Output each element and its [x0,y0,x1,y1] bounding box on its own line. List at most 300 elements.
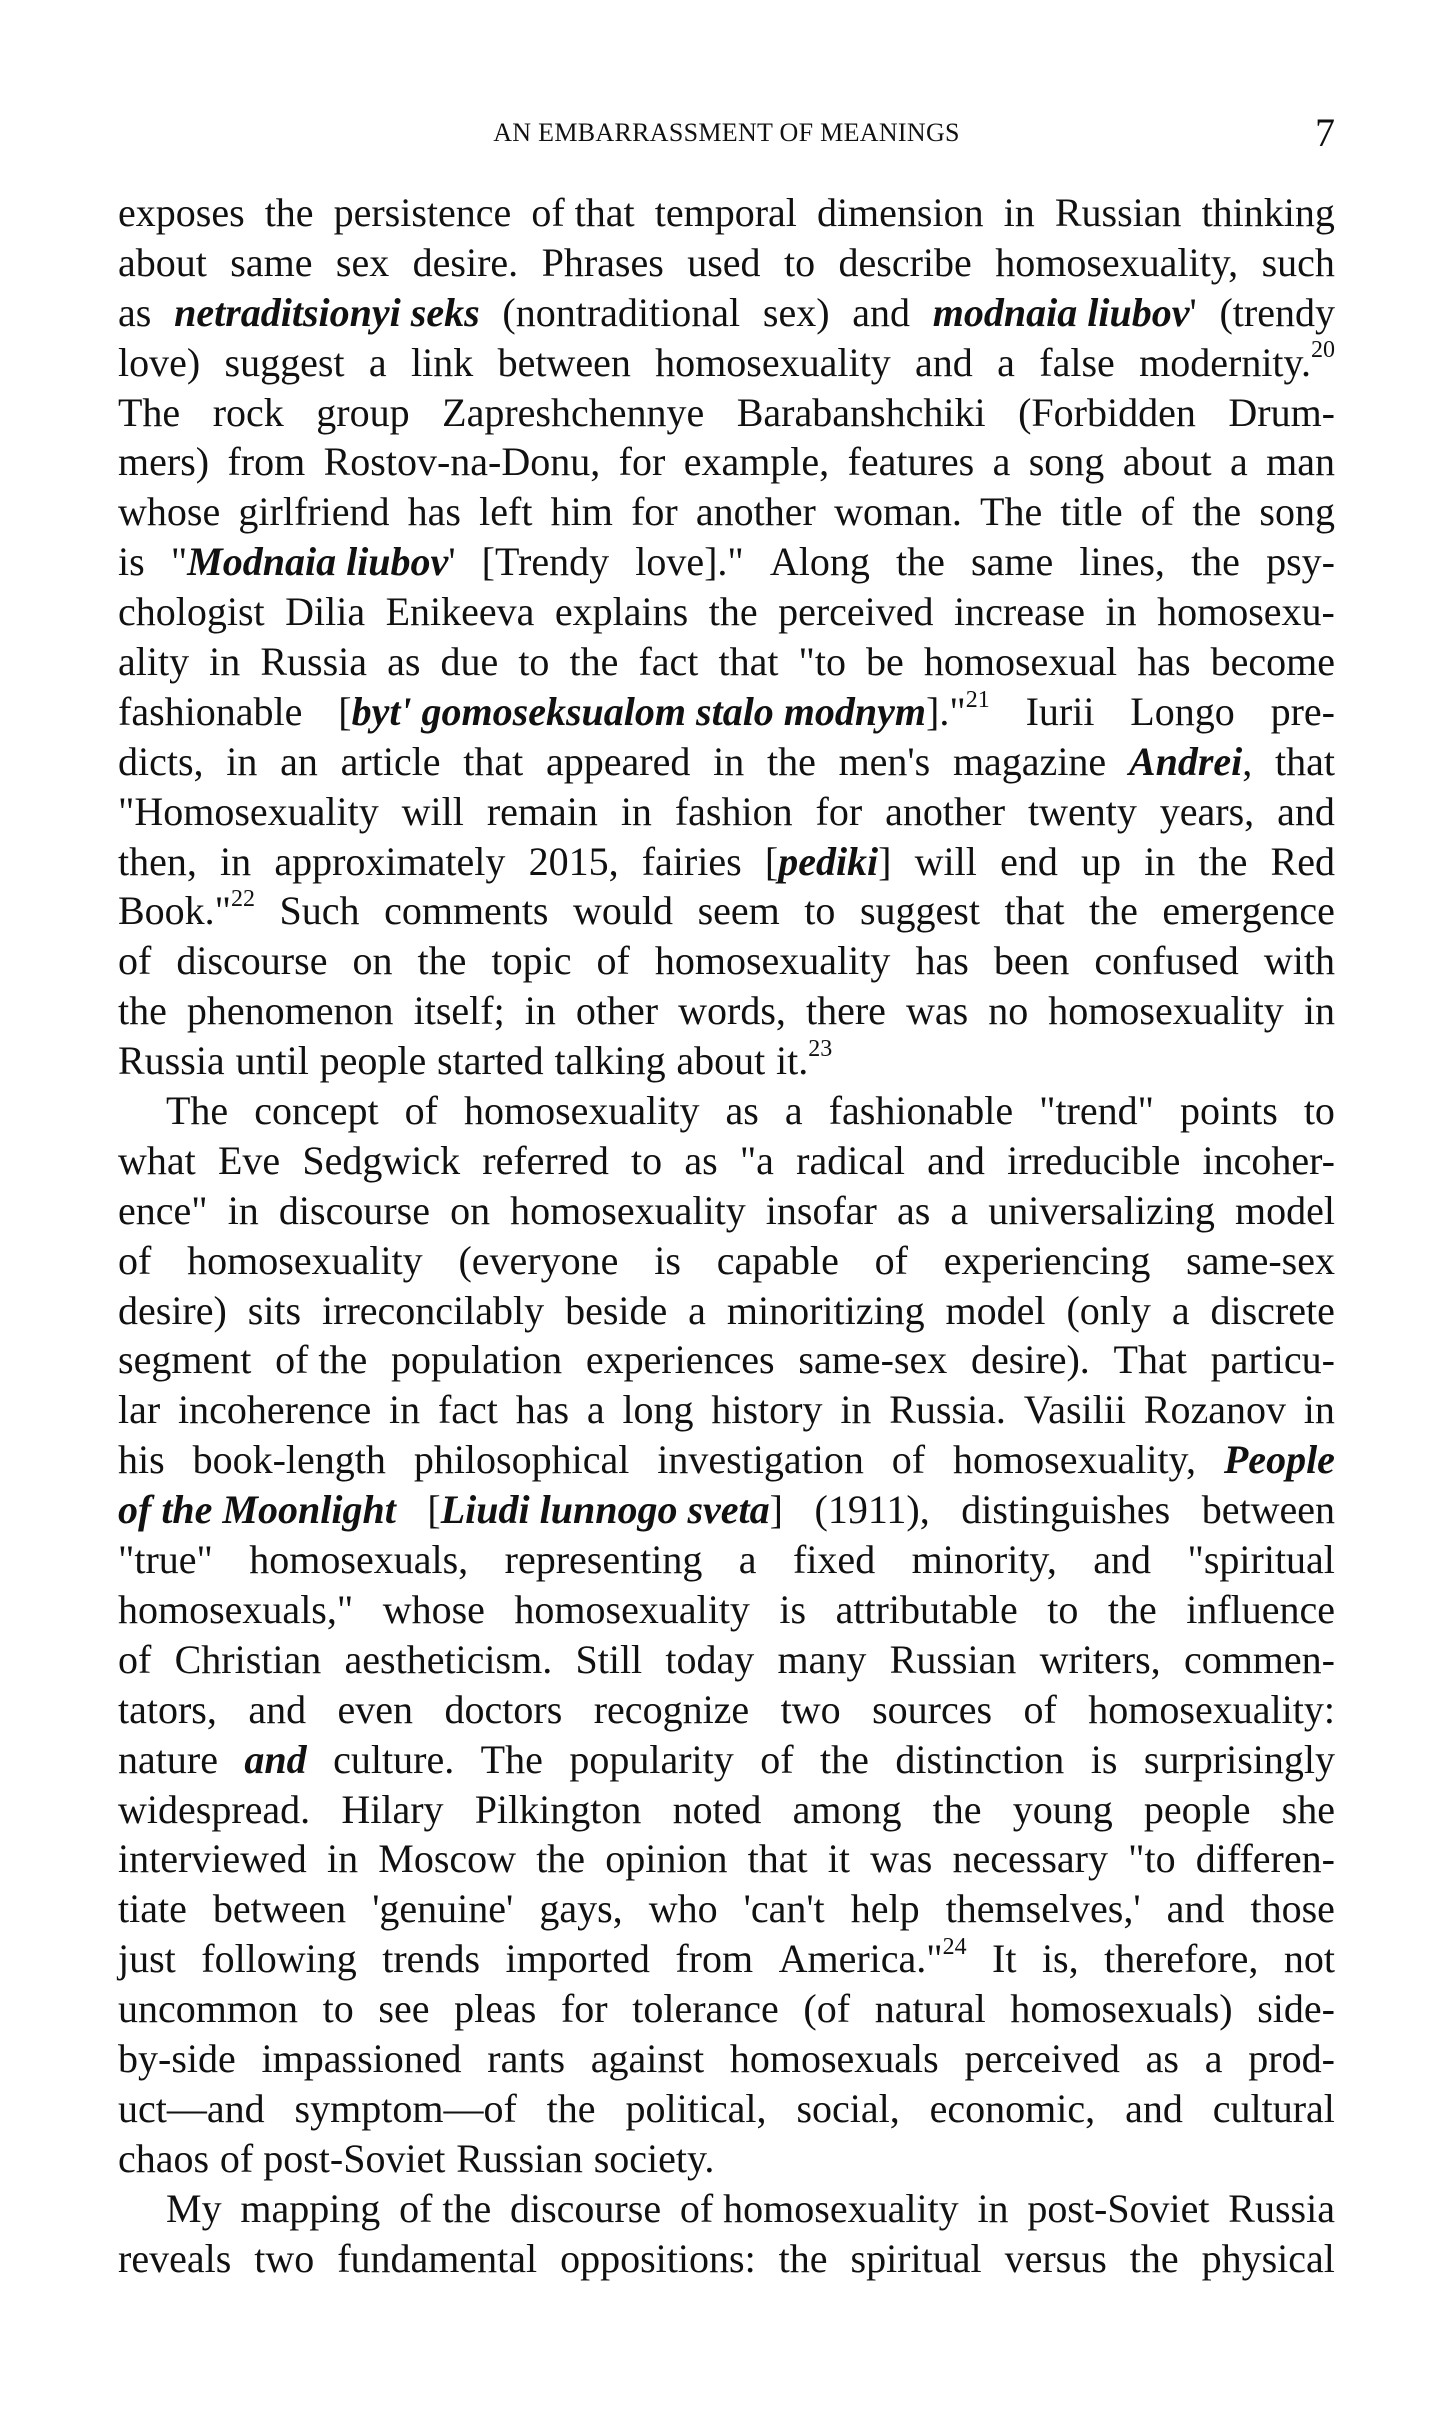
word: trends [382,1936,481,1982]
text-line [118,1286,1335,1336]
word: aestheticism. [344,1636,553,1682]
word: for [815,788,863,834]
word: thinking [1201,190,1335,235]
text-line [118,1086,1335,1136]
word: in [977,2185,1009,2231]
word: prod- [1248,2035,1335,2081]
word: the [932,1786,982,1832]
word: fundamental [337,2235,538,2281]
word: discourse [278,1187,430,1233]
word: attributable [835,1586,1018,1632]
word: economic, [929,2085,1096,2131]
word: surprisingly [1143,1736,1335,1782]
text-line [118,986,1335,1036]
word: in [220,838,252,884]
word: up [1081,838,1122,884]
word: Such [279,888,360,934]
word: modernity.$^{20}$ [1139,337,1335,385]
word: same [230,239,313,285]
word: "Modnaia liubov' [170,539,456,585]
word: a [586,1387,605,1433]
word: end [1000,838,1058,884]
word: Sedgwick [302,1137,461,1183]
word: Longo [1130,688,1235,734]
word: desire). [970,1337,1090,1383]
word: homosexuality [655,339,891,385]
page-number: 7 [1315,110,1335,155]
word: concept [254,1088,379,1134]
word: Still [575,1636,643,1682]
text-line [118,338,1335,388]
word: become [1210,639,1335,685]
word: among [792,1786,902,1832]
word: social, [796,2085,900,2131]
word: in [389,1387,421,1433]
word: radical [796,1137,905,1183]
word: culture. [333,1736,455,1782]
word: cultural [1212,2085,1335,2131]
text-line [118,1635,1335,1685]
word: gays, [539,1886,623,1932]
word: as [387,639,421,685]
word: mapping [240,2185,381,2231]
word: in [713,738,745,784]
text-line [118,2184,1335,2234]
word: rock [212,389,284,435]
word: perceived [778,589,934,635]
text-line [118,1785,1335,1835]
word: of [404,1088,438,1134]
word: in [524,988,556,1034]
word: of [874,1237,908,1283]
word: the [896,539,945,585]
text-line [118,936,1335,986]
word: Russian [1054,190,1182,235]
word: that [463,738,524,784]
word: song [1259,489,1335,535]
word: irreconcilably [322,1287,545,1333]
word: doctors [444,1686,563,1732]
word: minoritizing [726,1287,925,1333]
word: history [711,1387,823,1433]
word: spiritual [850,2235,982,2281]
word: Rozanov [1143,1387,1286,1433]
word: as [896,1187,931,1233]
word: him [550,489,613,535]
word: distinction [895,1736,1065,1782]
word: homosexuals [729,2035,939,2081]
word: ence" [118,1187,208,1233]
word: homosexuals, [249,1537,469,1583]
word: differen- [1195,1836,1335,1882]
word: widespread. [118,1786,311,1832]
word: a [368,339,387,385]
word: segment [118,1337,252,1383]
word: uct—and [118,2085,265,2131]
word: not [1283,1936,1335,1982]
word: particu- [1210,1337,1335,1383]
word: Along [769,539,870,585]
word: in [1003,190,1035,235]
word: discourse [510,2185,662,2231]
word: the [1191,539,1240,585]
word: tators, [118,1686,217,1732]
text-line [118,1585,1335,1635]
text-line [118,1984,1335,2034]
word: Vasilii [1023,1387,1126,1433]
word: approximately [274,838,506,884]
word: Russia. [889,1387,1006,1433]
word: such [1261,239,1335,285]
word: of the Moonlight [118,1487,396,1533]
word: remain [486,788,598,834]
word: 'can't [743,1886,825,1932]
word: Eve [217,1137,281,1183]
word: homosexuality [187,1237,423,1283]
word: would [573,888,674,934]
word: homosexual [923,639,1118,685]
word: two [780,1686,841,1732]
word: phenomenon [186,988,394,1034]
word: That [1113,1337,1187,1383]
word: 'genuine' [372,1886,514,1932]
word: was [905,988,969,1034]
word: The [480,1736,543,1782]
word: is [1090,1736,1118,1782]
word: modnaia liubov' [932,289,1197,335]
word: be [866,639,904,685]
word: to [631,1137,663,1183]
word: following [201,1936,357,1982]
word: of [118,938,152,984]
word: symptom—of [294,2085,517,2131]
word: suggest [224,339,345,385]
word: (nontraditional [502,289,741,335]
word: of [891,1437,926,1483]
word: [pediki] [764,838,892,884]
word: Drum- [1228,389,1335,435]
word: homosexuality: [1088,1686,1335,1732]
word: of [596,938,630,984]
word: itself; [413,988,505,1034]
word: as [1145,2035,1179,2081]
word: as [684,1137,718,1183]
word: that [747,1836,808,1882]
word: "trend" [1039,1088,1154,1134]
word: oppositions: [560,2235,756,2281]
word: until [235,1038,309,1084]
word: an [280,738,318,784]
word: two [254,2235,315,2281]
word: homosexuality [463,1088,700,1134]
word: another [695,489,816,535]
word: just [118,1936,176,1982]
word: the [569,639,619,685]
word: today [665,1636,755,1682]
word: fixed [793,1537,876,1583]
word: of [760,1736,794,1782]
word: and [852,289,911,335]
word: against [590,2035,705,2081]
word: The [980,489,1043,535]
word: Rostov-na-Donu, [323,439,601,485]
word: fashionable [828,1088,1014,1134]
word: fact [638,639,699,685]
word: about [676,1038,766,1084]
word: homosexuals," [118,1586,354,1632]
word: confused [1094,938,1239,984]
word: of the [399,2185,492,2231]
word: (1911), [814,1487,930,1533]
word: therefore, [1104,1936,1259,1982]
footnote-marker: 22 [231,886,256,913]
word: (only [1066,1287,1151,1333]
text-line [118,1485,1335,1535]
word: and [244,1736,307,1782]
word: insofar [765,1187,877,1233]
text-line [118,1186,1335,1236]
running-head [118,110,1335,155]
text-line [118,1685,1335,1735]
word: increase [954,589,1086,635]
word: help [850,1886,920,1932]
word: has [915,938,969,984]
word: in [227,1187,259,1233]
word: (Forbidden [1018,389,1196,435]
word: The [166,1088,229,1134]
word: noted [672,1786,762,1832]
word: "Homosexuality [118,788,379,834]
word: example, [683,439,830,485]
word: to [1303,1088,1335,1134]
word: link [410,339,474,385]
word: Andrei, [1128,738,1253,784]
text-line [118,1934,1335,1984]
word: writers, [1039,1636,1161,1682]
word: then, [118,838,197,884]
word: many [777,1636,867,1682]
word: false [1039,339,1115,385]
word: uncommon [118,1986,298,2032]
word: for [631,489,678,535]
word: the [778,2235,828,2281]
footnote-marker: 24 [942,1933,967,1960]
word: and [248,1686,307,1732]
word: pleas [454,1986,537,2032]
word: by-side [118,2035,236,2081]
word: mers) [118,439,210,485]
word: side- [1257,1986,1335,2032]
word: rants [487,2035,566,2081]
word: his [118,1437,165,1483]
word: sex) [762,289,830,335]
word: has [1137,639,1191,685]
word: from [227,439,306,485]
word: homosexuality, [995,239,1239,285]
running-title: AN EMBARRASSMENT OF MEANINGS [493,118,960,147]
word: whose [118,489,221,535]
text-line [118,1884,1335,1934]
word: temporal [654,190,797,235]
word: Russia [260,639,368,685]
word: what [118,1137,196,1183]
word: persistence [333,190,512,235]
word: the [536,1836,586,1882]
word: the [1192,489,1242,535]
word: in [620,788,652,834]
word: minority, [911,1537,1057,1583]
word: and [1277,788,1335,834]
word: a [997,339,1015,385]
word: on [352,938,393,984]
word: ality [118,639,190,685]
word: young [1012,1786,1113,1832]
footnote-marker: 21 [965,686,990,713]
word: people [1143,1786,1251,1832]
word: no [988,988,1029,1034]
word: chaos [118,2135,210,2181]
word: of homosexuality [679,2185,959,2231]
word: dicts, [118,738,204,784]
word: appeared [546,738,691,784]
word: words, [678,988,786,1034]
word: with [1263,938,1335,984]
word: in [1144,838,1176,884]
word: men's [838,738,931,784]
text-line [118,2034,1335,2084]
text-line [118,587,1335,637]
word: lar [118,1387,161,1433]
word: homosexuality, [953,1437,1196,1483]
word: the [708,589,758,635]
text-line [118,2134,1335,2184]
word: referred [482,1137,609,1183]
word: twenty [1027,788,1137,834]
word: homosexuals) [1010,1986,1233,2032]
word: Hilary [341,1786,444,1832]
word: influence [1186,1586,1335,1632]
word: even [337,1686,414,1732]
word: "to [1128,1836,1176,1882]
word: suggest [859,888,980,934]
word: in [840,1387,872,1433]
text-line [118,437,1335,487]
text-line [118,238,1335,288]
word: exposes [118,190,245,235]
word: [Trendy [481,539,610,585]
word: "a [739,1137,774,1183]
word: "to [798,639,846,685]
text-line [118,487,1335,537]
word: in [1105,589,1137,635]
word: that [718,639,779,685]
word: started [437,1038,544,1084]
word: title [1060,489,1123,535]
word: investigation [657,1437,864,1483]
word: explains [554,589,689,635]
word: a [992,439,1011,485]
word: and [1166,1886,1225,1932]
text-line [118,1385,1335,1435]
text-line [118,687,1335,737]
word: will [914,838,977,884]
text-line [118,1236,1335,1286]
word: reveals [118,2235,232,2281]
word: lines, [1079,539,1165,585]
word: impassioned [261,2035,462,2081]
word: is, [1041,1936,1079,1982]
word: Red [1270,838,1335,884]
word: nature [118,1736,218,1782]
word: other [575,988,659,1034]
word: experiences [585,1337,775,1383]
word: Pilkington [474,1786,642,1832]
word: model [945,1287,1046,1333]
word: points [1179,1088,1278,1134]
word: long [622,1387,694,1433]
word: and [1093,1537,1152,1583]
word: Russia [1228,2185,1335,2231]
word: (of [803,1986,851,2032]
footnote-marker: 20 [1310,337,1335,364]
text-line [118,2084,1335,2134]
word: of [1140,489,1175,535]
word: society. [593,2135,715,2181]
word: fairies [641,838,742,884]
word: recognize [593,1686,750,1732]
word: pre- [1270,688,1335,734]
text-line [118,737,1335,787]
word: describe [838,239,972,285]
text-line [118,288,1335,338]
word: the [1129,2235,1179,2281]
word: to [518,639,550,685]
text-line [118,637,1335,687]
word: versus [1004,2235,1107,2281]
word: and [927,1137,985,1183]
word: to [322,1986,354,2032]
word: love) [118,339,201,385]
word: there [805,988,886,1034]
word: as [118,289,152,335]
word: discrete [1210,1287,1335,1333]
word: of post-Soviet [219,2135,446,2181]
word: desire) [118,1287,227,1333]
word: song [1028,439,1105,485]
word: as [725,1088,759,1134]
word: The [118,389,181,435]
word: netraditsionyi seks [174,289,480,335]
word: It [992,1936,1017,1982]
word: experiencing [943,1237,1151,1283]
word: love]." [635,539,744,585]
word: in [226,738,258,784]
word: used [687,239,761,285]
word: in [1303,988,1335,1034]
word: years, [1159,788,1255,834]
word: book-length [192,1437,386,1483]
word: comments [384,888,549,934]
word: to [783,239,816,285]
word: 2015, [528,838,619,884]
word: same-sex [798,1337,948,1383]
word: to [804,888,836,934]
word: been [993,938,1070,984]
word: necessary [952,1836,1108,1882]
word: of [1023,1686,1057,1732]
text-line [118,1136,1335,1186]
word: it [827,1836,850,1882]
